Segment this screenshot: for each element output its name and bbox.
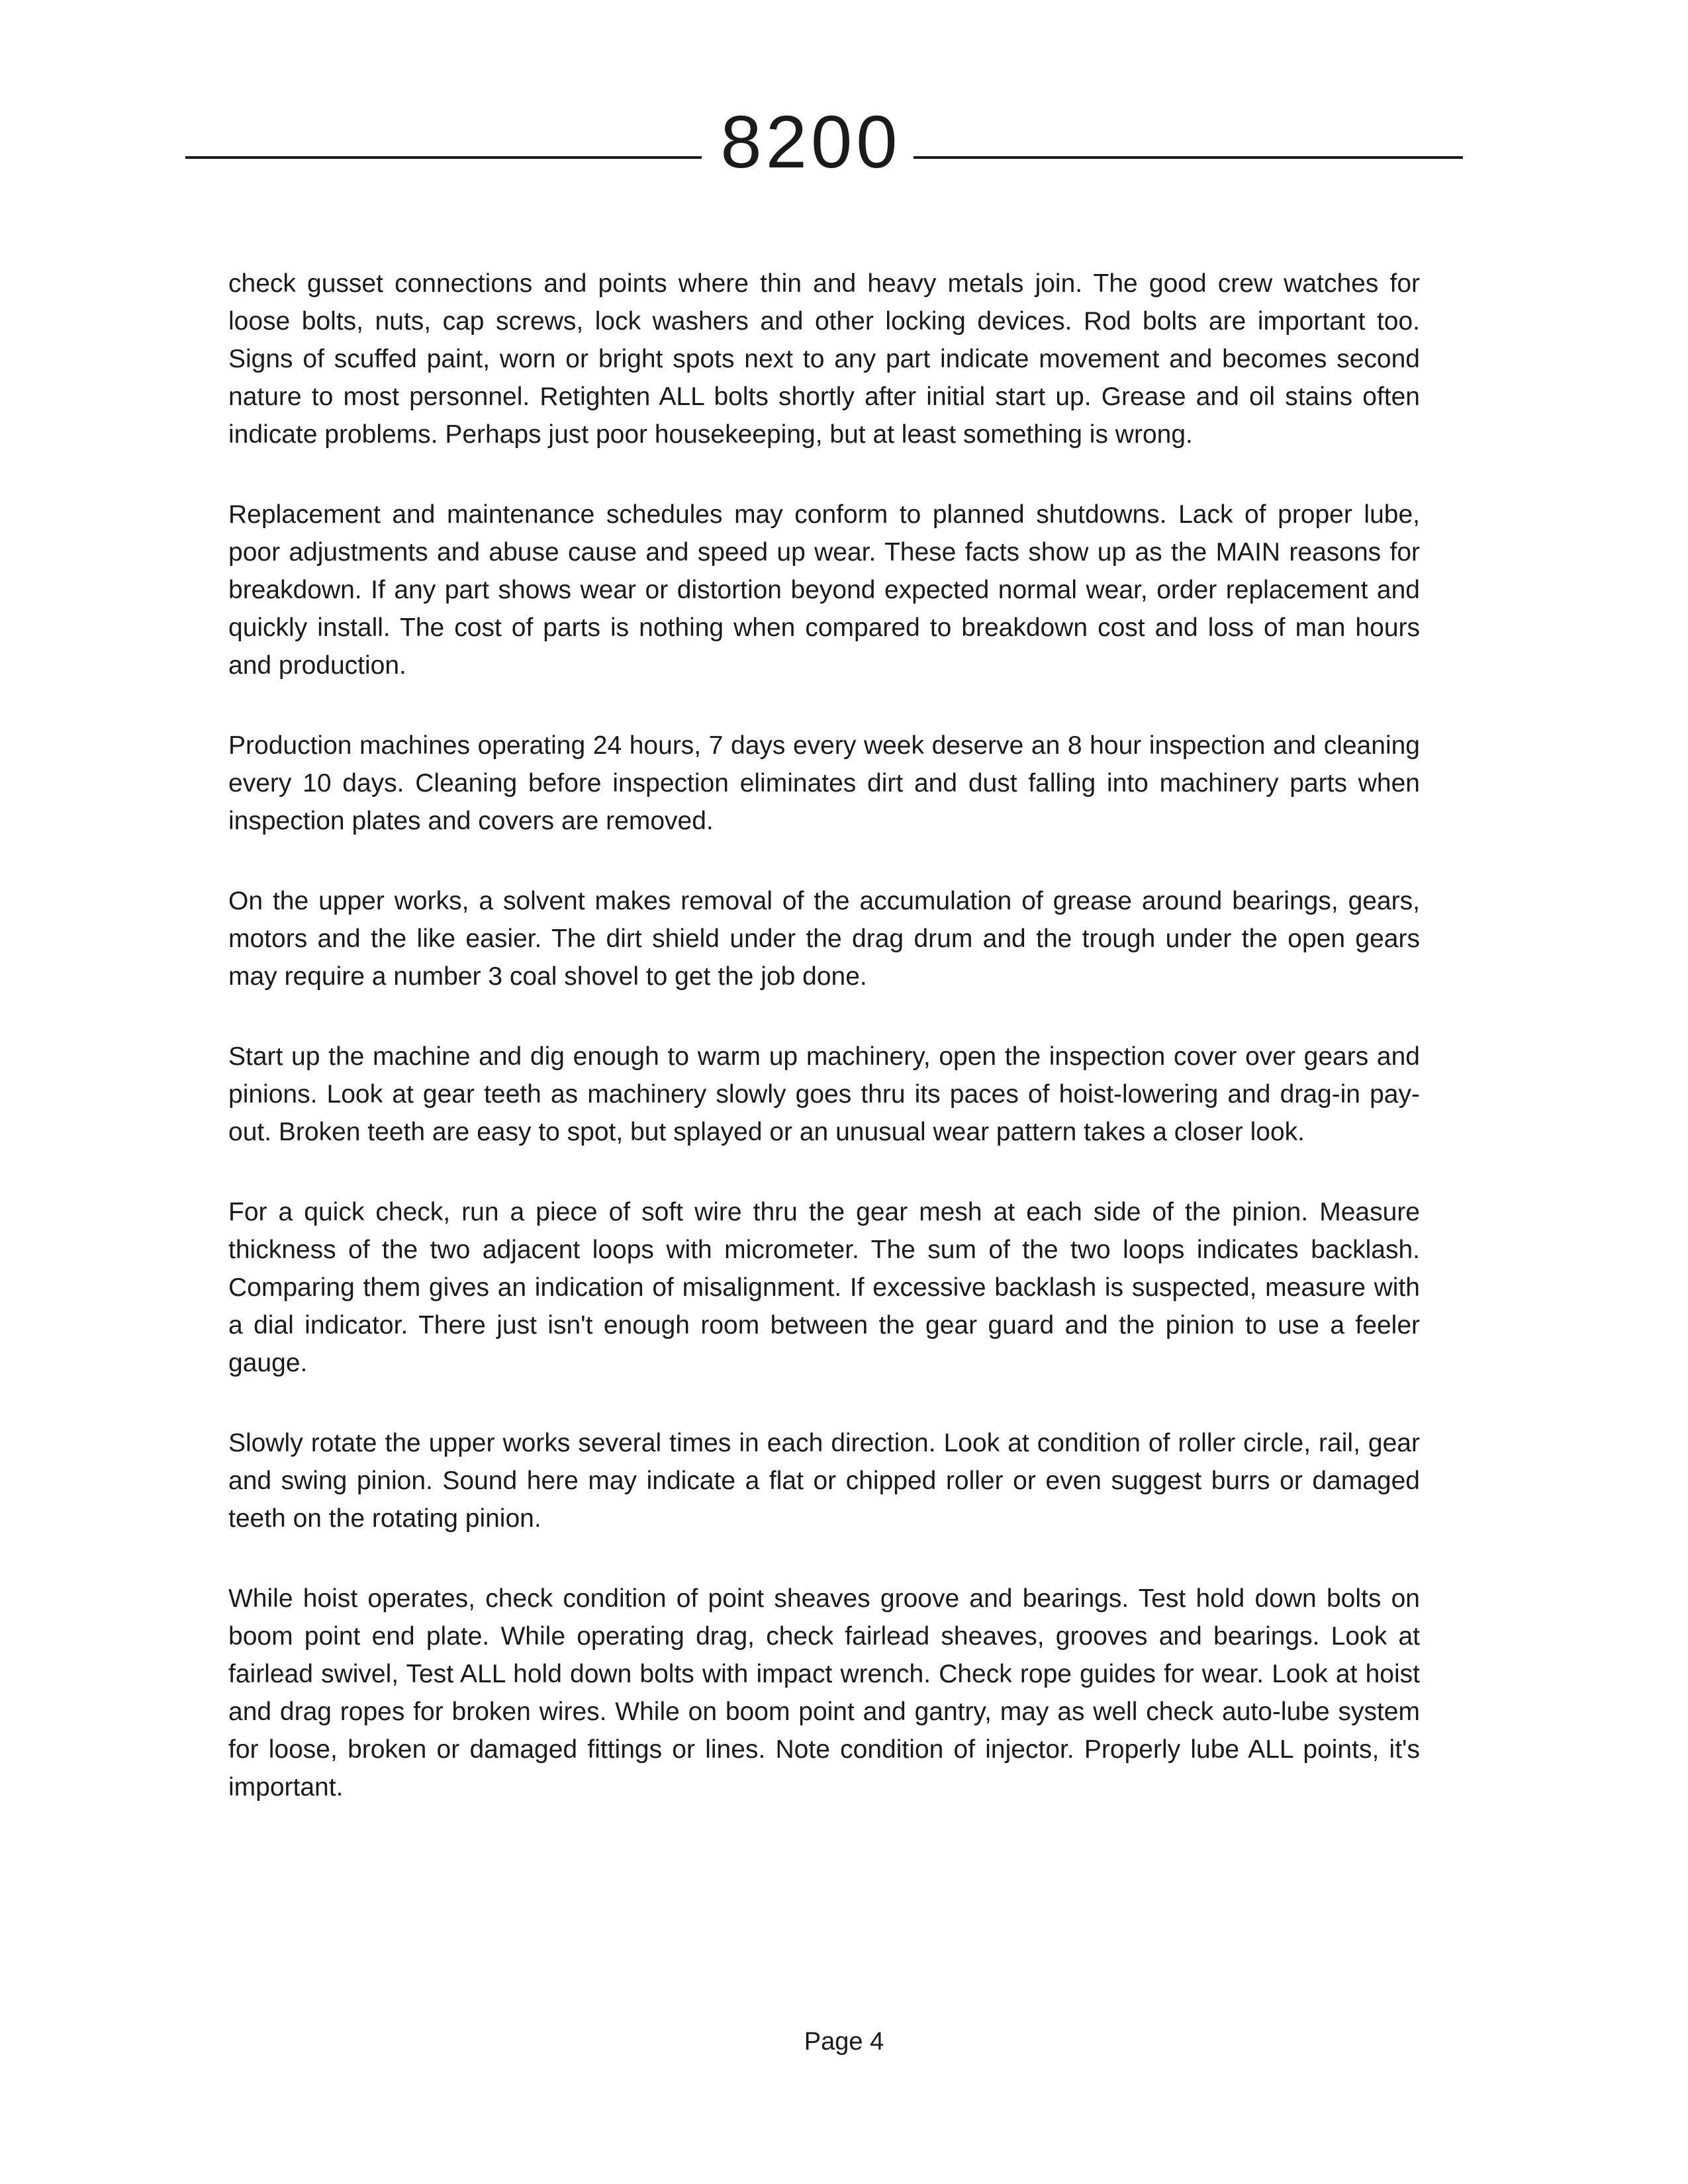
- body-text: [228, 265, 1420, 1806]
- header-rule-left: [185, 156, 702, 159]
- paragraph-4: On the upper works, a solvent makes removal of the accumulation of grease around bearings, gears, motors and the like easier. The dirt shield under the drag drum and the trough under the open gears may require a number 3 coal shovel to get the job done.: [228, 887, 1420, 991]
- paragraph-5: Start up the machine and dig enough to warm up machinery, open the inspection cover over gears and pinions. Look at gear teeth as machinery slowly goes thru its paces of hoist-lowering and drag-in pay-out. Broken teeth are easy to spot, but splayed or an unusual wear pattern takes a closer look.: [228, 1042, 1420, 1146]
- paragraph-7: Slowly rotate the upper works several times in each direction. Look at condition of roller circle, rail, gear and swing pinion. Sound here may indicate a flat or chipped roller or even suggest burrs or damaged teeth on the rotating pinion.: [228, 1429, 1420, 1533]
- paragraph-6: For a quick check, run a piece of soft wire thru the gear mesh at each side of the pinion. Measure thickness of the two adjacent loops with micrometer. The sum of the two loops indicates backlash. Comparing them gives an indication of misalignment. If excessive backlash is suspected, measure with a dial indicator. There just isn't enough room between the gear guard and the pinion to use a feeler gauge.: [228, 1198, 1420, 1377]
- paragraph-2: Replacement and maintenance schedules may conform to planned shutdowns. Lack of proper lube, poor adjustments and abuse cause and speed up wear. These facts show up as the MAIN reasons for breakdown. If any part shows wear or distortion beyond expected normal wear, order replacement and quickly install. The cost of parts is nothing when compared to breakdown cost and loss of man hours and production.: [228, 500, 1420, 680]
- header-rule-right: [914, 156, 1463, 159]
- paragraph-1: check gusset connections and points where thin and heavy metals join. The good crew watches for loose bolts, nuts, cap screws, lock washers and other locking devices. Rod bolts are important too. Signs of scuffed paint, worn or bright spots next to any part indicate movement and becomes second nature to most personnel. Retighten ALL bolts shortly after initial start up. Grease and oil stains often indicate problems. Perhaps just poor housekeeping, but at least something is wrong.: [228, 269, 1420, 449]
- page-title: 8200: [720, 101, 902, 183]
- paragraph-8: While hoist operates, check condition of point sheaves groove and bearings. Test hold down bolts on boom point end plate. While operating drag, check fairlead sheaves, grooves and bearings. Look at fairlead swivel, Test ALL hold down bolts with impact wrench. Check rope guides for wear. Look at hoist and drag ropes for broken wires. While on boom point and gantry, may as well check auto-lube system for loose, broken or damaged fittings or lines. Note condition of injector. Properly lube ALL points, it's important.: [228, 1584, 1420, 1801]
- page-header: [185, 99, 1463, 185]
- page-number: Page 4: [804, 2028, 884, 2056]
- paragraph-3: Production machines operating 24 hours, 7 days every week deserve an 8 hour inspection and cleaning every 10 days. Cleaning before inspection eliminates dirt and dust falling into machinery parts when inspection plates and covers are removed.: [228, 731, 1420, 835]
